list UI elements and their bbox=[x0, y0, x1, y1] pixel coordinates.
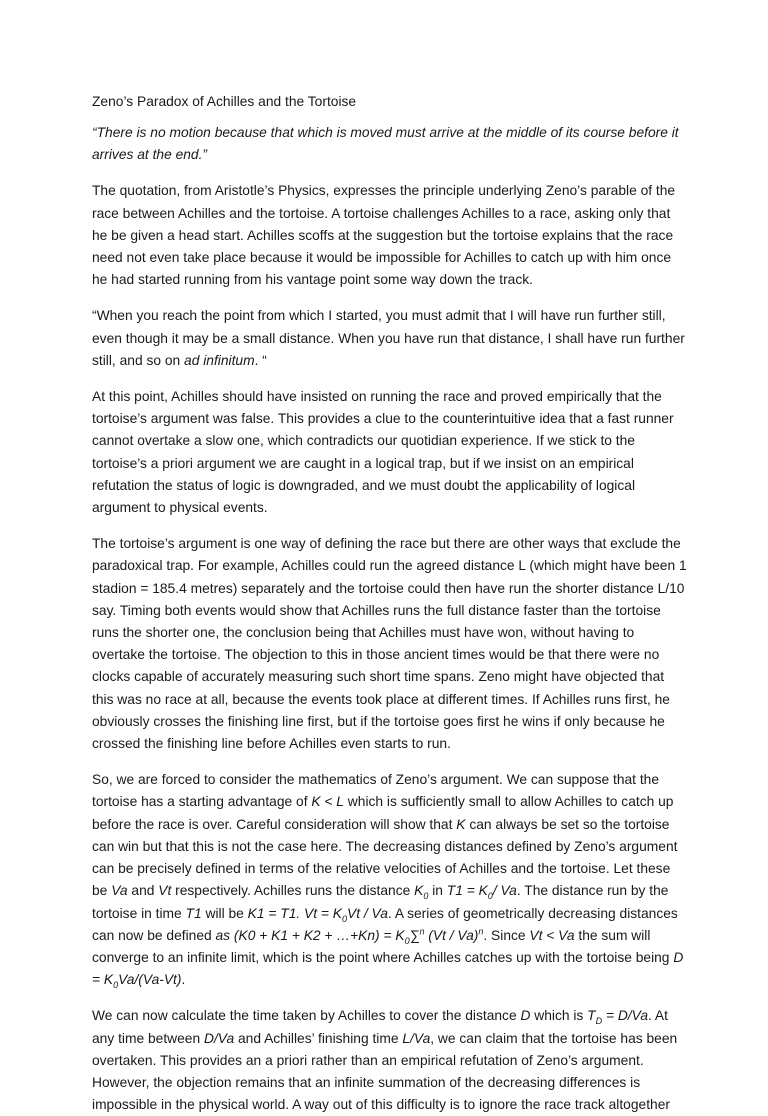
sum-lhs: (K0 + K1 + K2 + …+Kn) = K bbox=[233, 927, 405, 943]
t1-eq-base: T1 = K bbox=[446, 883, 488, 899]
paragraph-4: The tortoise’s argument is one way of defining the race but there are other ways that exclude the paradoxical trap. For example, Achilles could run the agreed distance L (which might have been 1 stadion = 185.4 metres) separately and the tortoise could then have run the shorter distance L/10 say. Timing both events would show that Achilles runs the full distance faster than the tortoise runs the shorter one, the conclusion being that Achilles must have won, without having to overtake the tortoise. The objection to this in those ancient times would be that there were no clocks capable of accurately measuring such short time spans. Zeno might have objected that this was no race at all, because the events took place at different times. If Achilles runs first, he obviously crosses the finishing line first, but if the tortoise goes first he wins if only because he crossed the finishing line before Achilles even starts to run. bbox=[92, 536, 687, 752]
p6-text-a: We can now calculate the time taken by Achilles to cover the distance bbox=[92, 1008, 521, 1024]
k1-equation bbox=[247, 905, 388, 924]
paragraph-1: The quotation, from Aristotle’s Physics, expresses the principle underlying Zeno’s parable of the race between Achilles and the tortoise. A tortoise challenges Achilles to a race, asking only that he be given a head start. Achilles scoffs at the suggestion but the tortoise explains that the race need not even take place because it would be impossible for Achilles to catch up with him once he had started running from his vantage point some way down the track. bbox=[92, 183, 676, 288]
paragraph-2 bbox=[92, 305, 688, 372]
t1-eq-end: / Va bbox=[492, 883, 517, 899]
p5-text-l: . bbox=[181, 972, 186, 988]
sum-rhs: (Vt / Va) bbox=[424, 927, 479, 943]
p5-text-c: can always be set so the tortoise can win but that this is not the case here. The decreasing distances defined by Zeno’s argument can be precisely defined in terms of the relative velocities of Achilles and the tortoise. Let these be bbox=[92, 816, 678, 899]
p5-text-g: . The distance run by the tortoise in time bbox=[92, 883, 669, 921]
k1-eq-end: Vt / Va bbox=[347, 905, 388, 921]
k0-base: K bbox=[414, 883, 424, 899]
td-base: T bbox=[587, 1008, 596, 1024]
td-equation bbox=[587, 1008, 648, 1027]
p5-text-d: and bbox=[127, 883, 159, 899]
sum-equation bbox=[233, 926, 484, 946]
p5-text-e: respectively. Achilles runs the distance bbox=[171, 883, 415, 899]
paragraph-2-end: . “ bbox=[254, 352, 267, 368]
ad-infinitum-italic: ad infinitum bbox=[184, 352, 255, 368]
sum-sup-2: n bbox=[478, 926, 484, 937]
sum-sup: n bbox=[419, 926, 425, 937]
d-over-va: D/Va bbox=[203, 1030, 235, 1046]
k-var: K bbox=[456, 816, 466, 832]
d-eq-sub: 0 bbox=[113, 979, 119, 990]
as-italic: as bbox=[215, 927, 231, 943]
k-less-than-l: K < L bbox=[311, 794, 344, 810]
sum-symbol: ∑ bbox=[409, 927, 420, 943]
p6-text-b: which is bbox=[530, 1008, 588, 1024]
t1-var: T1 bbox=[185, 905, 202, 921]
k1-eq-sub: 0 bbox=[342, 913, 348, 924]
vt-var: Vt bbox=[158, 883, 172, 899]
sum-sub: 0 bbox=[404, 935, 410, 946]
p5-text-f: in bbox=[428, 883, 447, 899]
epigraph-quote: “There is no motion because that which is moved must arrive at the middle of its course before it arrives at the end.” bbox=[92, 125, 679, 163]
paragraph-3: At this point, Achilles should have insisted on running the race and proved empirically that the tortoise’s argument was false. This provides a clue to the counterintuitive idea that a fast runner cannot overtake a slow one, which contradicts our quotidian experience. If we stick to the tortoise’s a priori argument we are caught in a logical trap, but if we insist on an empirical refutation the status of logic is downgraded, and we must doubt the applicability of logical argument to physical events. bbox=[92, 389, 674, 516]
d-eq-end: Va/(Va-Vt) bbox=[118, 972, 182, 988]
paragraph-5 bbox=[92, 769, 688, 991]
va-var: Va bbox=[111, 883, 128, 899]
p5-text-i: . A series of geometrically decreasing distances can now be defined bbox=[92, 905, 678, 943]
l-over-va: L/Va bbox=[402, 1030, 431, 1046]
d-var: D bbox=[520, 1008, 531, 1024]
vt-less-than-va: Vt < Va bbox=[529, 927, 575, 943]
k0-var bbox=[414, 883, 429, 902]
document-title: Zeno’s Paradox of Achilles and the Tortoise bbox=[92, 94, 357, 109]
td-end: = D/Va bbox=[602, 1008, 648, 1024]
p5-text-a: So, we are forced to consider the mathematics of Zeno’s argument. We can suppose that the tortoise has a starting advantage of bbox=[92, 772, 660, 810]
p6-text-d: and Achilles’ finishing time bbox=[234, 1030, 403, 1046]
td-sub: D bbox=[595, 1016, 603, 1027]
k1-eq-base: K1 = T1. Vt = K bbox=[247, 905, 342, 921]
k0-sub: 0 bbox=[423, 891, 429, 902]
t1-eq-sub: 0 bbox=[487, 891, 493, 902]
p6-text-c: . At any time between bbox=[92, 1008, 668, 1046]
paragraph-6 bbox=[92, 1005, 688, 1116]
paragraph-2-text: “When you reach the point from which I started, you must admit that I will have run further still, even though it may be a small distance. When you have run that distance, I shall have run further still, and so on bbox=[92, 308, 685, 368]
p5-text-b: which is sufficiently small to allow Achilles to catch up before the race is over. Careful consideration will show that bbox=[92, 794, 674, 832]
p5-text-j: . Since bbox=[483, 927, 530, 943]
p6-text-e: , we can claim that the tortoise has been overtaken. This provides an a priori rather than an empirical refutation of Zeno’s argument. However, the objection remains that an infinite summation of the decreasing differences is impossible in the physical world. A way out of this difficulty is to ignore the race track altogether bbox=[92, 1030, 678, 1113]
p5-text-k: the sum will converge to an infinite limit, which is the point where Achilles catches up with the tortoise being bbox=[92, 927, 674, 965]
p5-text-h: will be bbox=[201, 905, 248, 921]
d-eq-base: D = K bbox=[92, 949, 684, 988]
t1-equation bbox=[446, 883, 517, 902]
